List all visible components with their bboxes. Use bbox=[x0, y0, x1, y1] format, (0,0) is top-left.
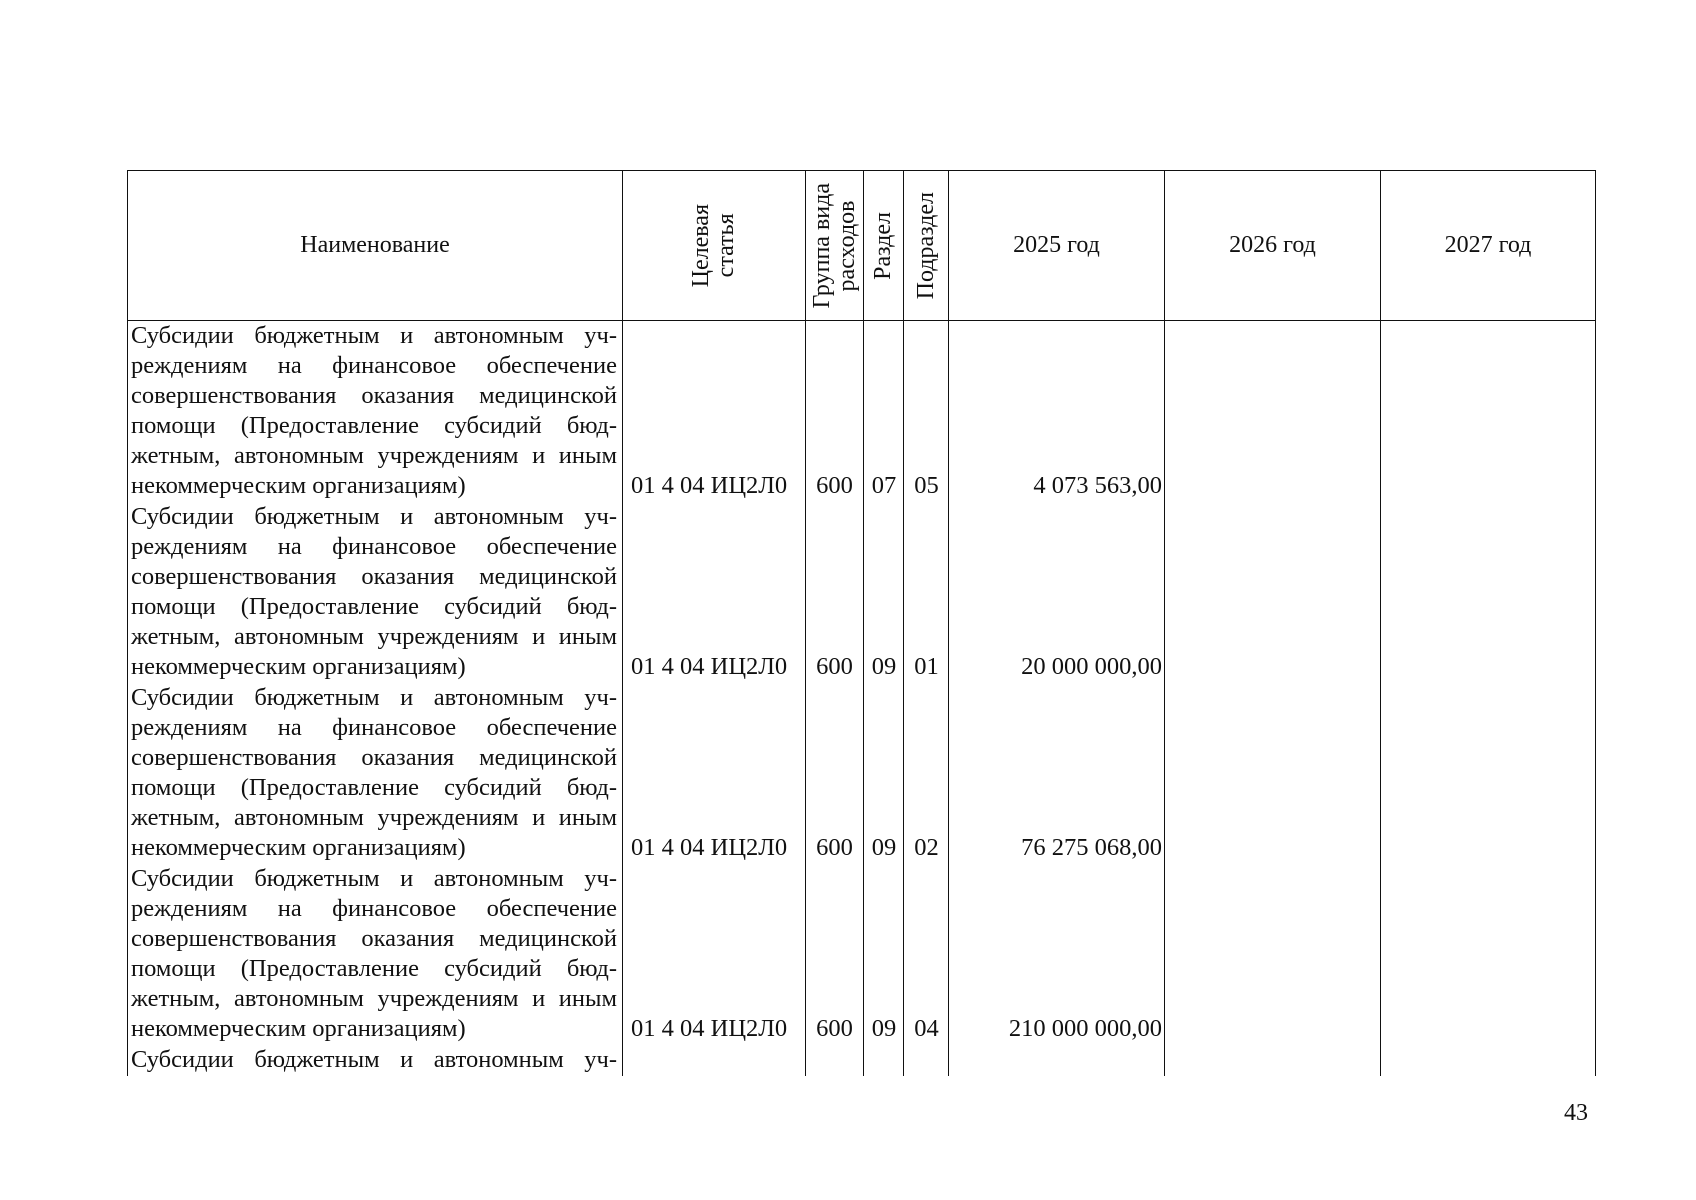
column-border bbox=[1595, 170, 1596, 1076]
header-subsection-text: Подраздел bbox=[912, 191, 939, 300]
row-subsection: 05 bbox=[914, 472, 939, 499]
header-section-text: Раздел bbox=[870, 211, 896, 280]
header-2027-text: 2027 год bbox=[1444, 232, 1532, 258]
header-2026 bbox=[1165, 171, 1380, 320]
row-target-article: 01 4 04 ИЦ2Л0 bbox=[631, 834, 788, 861]
header-name bbox=[128, 171, 622, 320]
row-subsection: 04 bbox=[914, 1015, 939, 1042]
row-subsection: 02 bbox=[914, 834, 939, 861]
row-target-article: 01 4 04 ИЦ2Л0 bbox=[631, 472, 788, 499]
row-name: Субсидии бюджетным и автономным уч- реждениям на финансовое обеспечение совершенствования оказания медицинской помощи (Предоставление субсидий бюд- жетным, автономным учреждениям и иным некоммерческим организациям) bbox=[131, 684, 617, 861]
header-name-text: Наименование bbox=[300, 232, 450, 258]
header-expense-group-text: Группа вида расходов bbox=[808, 182, 860, 309]
row-subsection: 01 bbox=[914, 653, 939, 680]
header-2026-text: 2026 год bbox=[1229, 232, 1316, 258]
row-amount-2025: 4 073 563,00 bbox=[1033, 472, 1162, 499]
row-section: 09 bbox=[871, 1015, 897, 1042]
header-subsection bbox=[904, 171, 948, 320]
row-target-article: 01 4 04 ИЦ2Л0 bbox=[631, 653, 788, 680]
row-name: Субсидии бюджетным и автономным уч- реждениям на финансовое обеспечение совершенствования оказания медицинской помощи (Предоставление субсидий бюд- жетным, автономным учреждениям и иным некоммерческим организациям) bbox=[131, 865, 617, 1042]
row-expense-group: 600 bbox=[816, 653, 853, 680]
header-target-article-text: Целевая статья bbox=[688, 203, 739, 288]
row-section: 09 bbox=[871, 653, 897, 680]
row-section: 09 bbox=[871, 834, 897, 861]
row-amount-2025: 210 000 000,00 bbox=[1008, 1015, 1162, 1042]
row-expense-group: 600 bbox=[816, 472, 853, 499]
row-section: 07 bbox=[871, 472, 897, 499]
header-section bbox=[864, 171, 903, 320]
row-amount-2025: 20 000 000,00 bbox=[1021, 653, 1162, 680]
header-target-article bbox=[623, 171, 805, 320]
row-expense-group: 600 bbox=[816, 834, 853, 861]
header-expense-group bbox=[806, 171, 863, 320]
row-amount-2025: 76 275 068,00 bbox=[1021, 834, 1162, 861]
header-2025 bbox=[949, 171, 1164, 320]
header-2027 bbox=[1381, 171, 1595, 320]
page-number: 43 bbox=[1564, 1100, 1588, 1126]
row-expense-group: 600 bbox=[816, 1015, 853, 1042]
row-name: Субсидии бюджетным и автономным уч- bbox=[131, 1046, 617, 1073]
row-target-article: 01 4 04 ИЦ2Л0 bbox=[631, 1015, 788, 1042]
row-name: Субсидии бюджетным и автономным уч- реждениям на финансовое обеспечение совершенствования оказания медицинской помощи (Предоставление субсидий бюд- жетным, автономным учреждениям и иным некоммерческим организациям) bbox=[131, 503, 617, 680]
row-name: Субсидии бюджетным и автономным уч- реждениям на финансовое обеспечение совершенствования оказания медицинской помощи (Предоставление субсидий бюд- жетным, автономным учреждениям и иным некоммерческим организациям) bbox=[131, 322, 617, 499]
header-2025-text: 2025 год bbox=[1013, 232, 1100, 258]
